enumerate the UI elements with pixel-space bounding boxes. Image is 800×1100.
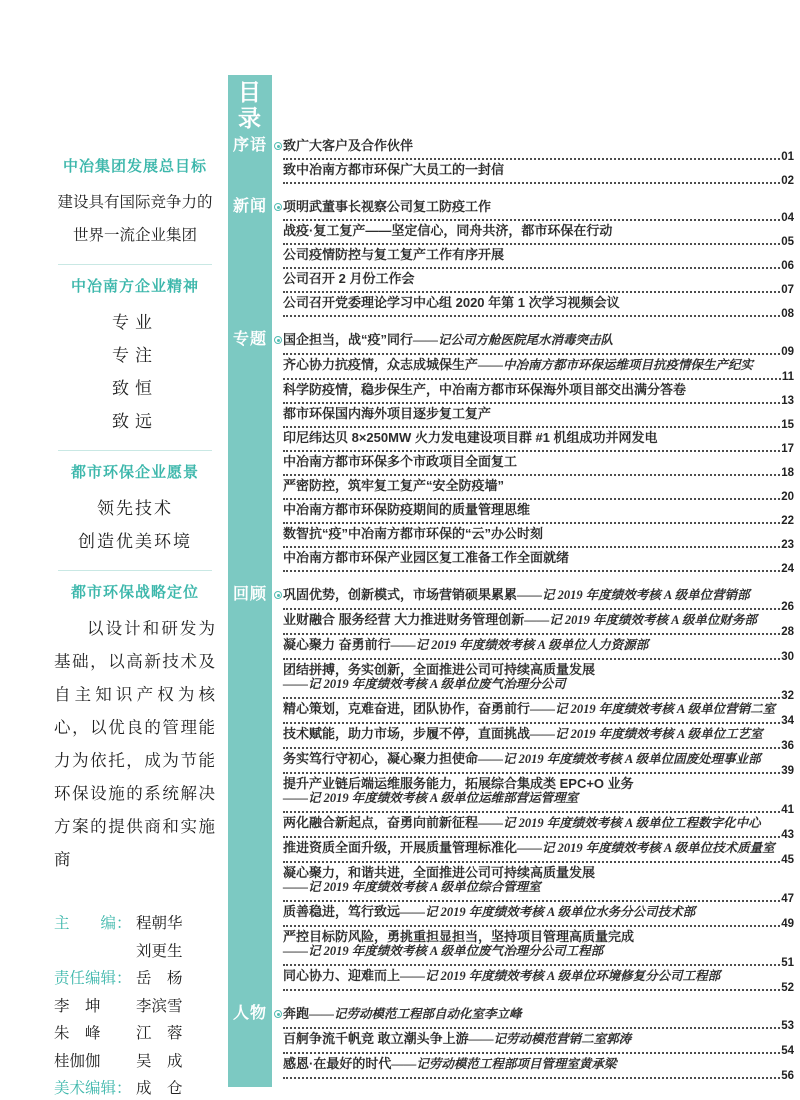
- toc-entry: [283, 968, 794, 993]
- toc-entry-title-text: 严控目标防风险，勇挑重担显担当，坚持项目管理高质量完成: [283, 929, 635, 944]
- page-number: 02: [781, 175, 794, 187]
- page-number: 23: [781, 539, 794, 551]
- toc-entry: [283, 1006, 794, 1031]
- toc-entry-title-text: 提升产业链后端运维服务能力，拓展综合集成类 EPC+O 业务: [283, 776, 634, 791]
- toc-entry-title-text: 战疫·复工复产——坚定信心，同舟共济，都市环保在行动: [283, 223, 613, 238]
- toc-entry-title-text: 两化融合新起点，奋勇向前新征程: [283, 815, 479, 830]
- toc-entry: [283, 332, 794, 357]
- toc-entry-title: [283, 840, 794, 856]
- page-number: 30: [781, 651, 794, 663]
- toc-entry-title-text: 凝心聚力，和谐共进，全面推进公司可持续高质量发展: [283, 865, 596, 880]
- section-label: 新闻: [232, 198, 267, 215]
- toc-entry-title: [283, 382, 794, 397]
- toc-entry-title-text: 务实笃行守初心，凝心聚力担使命: [283, 751, 479, 766]
- page-number: 26: [781, 601, 794, 613]
- page-number: 01: [781, 151, 794, 163]
- page-number: 49: [781, 918, 794, 930]
- page-number: 36: [781, 740, 794, 752]
- leader-row: [283, 742, 794, 751]
- toc-entry-subtitle: ——记 2019 年度绩效考核 A 级单位运维部营运管理室: [283, 791, 579, 805]
- toc-entry: [283, 1031, 794, 1056]
- leader-row: [283, 1022, 794, 1031]
- section-bullet-icon: [274, 336, 282, 344]
- toc-entry-subtitle: ——记劳动模范营销二室郭涛: [468, 1032, 632, 1046]
- staff-name: 刘更生: [136, 942, 183, 960]
- dotted-leader: [283, 474, 780, 476]
- toc-entry-title: [283, 138, 794, 153]
- leader-row: [283, 767, 794, 776]
- toc-entry-title-text: 都市环保国内海外项目逐步复工复产: [283, 406, 492, 421]
- sidebar-group-heading: 中冶集团发展总目标: [62, 158, 207, 175]
- toc-section-features: [228, 332, 794, 574]
- toc-entry-title-text: 巩固优势，创新模式，市场营销硕果累累: [283, 587, 518, 602]
- page-number: 34: [781, 715, 794, 727]
- sidebar-group-1: [54, 277, 216, 438]
- toc-sections: [228, 138, 794, 1081]
- sidebar-group-3: [54, 583, 216, 876]
- leader-row: [283, 984, 794, 993]
- toc-entry-title: [283, 271, 794, 286]
- staff-row: [54, 1048, 216, 1076]
- toc-entry: [283, 612, 794, 637]
- sidebar-group-heading: 中冶南方企业精神: [70, 278, 199, 295]
- toc-entry-subtitle: ——记 2019 年度绩效考核 A 级单位技术质量室: [517, 841, 775, 855]
- staff-row: [54, 1075, 216, 1100]
- page-number: 05: [781, 236, 794, 248]
- section-bullet-icon: [274, 142, 282, 150]
- toc-entry-subtitle: ——记劳动模范工程部项目管理室黄承梁: [391, 1057, 617, 1071]
- toc-section-people: [228, 1006, 794, 1081]
- toc-entry-subtitle: ——记 2019 年度绩效考核 A 级单位营销二室: [530, 702, 776, 716]
- leader-row: [283, 373, 794, 382]
- dotted-leader: [283, 267, 780, 269]
- dotted-leader: [283, 158, 780, 160]
- toc-entry-title-text: 中冶南方都市环保产业园区复工准备工作全面就绪: [283, 550, 570, 565]
- section-label: 专题: [232, 331, 267, 348]
- toc-entry: [283, 502, 794, 526]
- toc-entry-subtitle: ——记 2019 年度绩效考核 A 级单位废气治理分公司: [283, 677, 566, 691]
- dotted-leader: [283, 243, 780, 245]
- dotted-leader: [283, 747, 780, 749]
- toc-entry-subtitle: ——记劳动模范工程部自动化室李立峰: [309, 1007, 522, 1021]
- toc-entry-title-text: 凝心聚力 奋勇前行: [283, 637, 391, 652]
- toc-entry-title: [283, 526, 794, 541]
- toc-entry: [283, 454, 794, 478]
- section-entries: [283, 138, 794, 186]
- toc-entry: [283, 526, 794, 550]
- toc-entry-title-text: 公司召开 2 月份工作会: [283, 271, 415, 286]
- section-label-column: [228, 587, 283, 993]
- toc-entry: [283, 247, 794, 271]
- toc-entry-title: [283, 612, 794, 628]
- page-number: 28: [781, 626, 794, 638]
- strategy-paragraph: 以设计和研发为基础，以高新技术及自主知识产权为核心，以优良的管理能力为依托，成为节能环保设施的系统解决方案的提供商和实施商: [54, 619, 216, 869]
- leader-row: [283, 517, 794, 526]
- toc-entry-title-text: 公司疫情防控与复工复产工作有序开展: [283, 247, 505, 262]
- toc-entry-title: [283, 1056, 794, 1072]
- sidebar-group-heading: 都市环保战略定位: [70, 584, 199, 601]
- leader-row: [283, 310, 794, 319]
- toc-entry-title-text: 致广大客户及合作伙伴: [283, 138, 414, 153]
- dotted-leader: [283, 772, 780, 774]
- section-label-column: [228, 1006, 283, 1081]
- leader-row: [283, 959, 794, 968]
- sidebar-line: 致远: [112, 412, 158, 431]
- dotted-leader: [283, 697, 780, 699]
- toc-entry: [283, 929, 794, 968]
- page-number: 15: [781, 419, 794, 431]
- section-label: 回顾: [232, 586, 267, 603]
- toc-entry-title: [283, 247, 794, 262]
- toc-entry: [283, 1056, 794, 1081]
- page-number: 39: [781, 765, 794, 777]
- sidebar-group-heading: 都市环保企业愿景: [70, 464, 199, 481]
- toc-entry: [283, 357, 794, 382]
- leader-row: [283, 153, 794, 162]
- staff-label: 朱 峰: [54, 1025, 101, 1042]
- page-number: 54: [781, 1045, 794, 1057]
- leader-row: [283, 493, 794, 502]
- toc-entry-title-text: 科学防疫情，稳步保生产，中冶南方都市环保海外项目部交出满分答卷: [283, 382, 687, 397]
- toc-entry-title: [283, 162, 794, 177]
- staff-label: 桂伽伽: [54, 1052, 101, 1070]
- staff-label: [54, 938, 136, 966]
- page-number: 32: [781, 690, 794, 702]
- dotted-leader: [283, 925, 780, 927]
- dotted-leader: [283, 315, 780, 317]
- toc-entry: [283, 701, 794, 726]
- section-label: 人物: [232, 1005, 267, 1022]
- section-entries: [283, 587, 794, 993]
- toc-entry: [283, 904, 794, 929]
- sidebar-line: 致恒: [112, 379, 158, 398]
- toc-entry-subtitle: ——记 2019 年度绩效考核 A 级单位工程数字化中心: [478, 816, 761, 830]
- toc-entry: [283, 550, 794, 574]
- toc-entry-title: [283, 550, 794, 565]
- page-number: 04: [781, 212, 794, 224]
- toc-entry-title: [283, 357, 794, 373]
- toc-entry-subtitle: ——记 2019 年度绩效考核 A 级单位固废处理事业部: [478, 752, 761, 766]
- toc-entry-title: [283, 454, 794, 469]
- dotted-leader: [283, 1077, 780, 1079]
- toc-entry-title: [283, 929, 794, 959]
- dotted-leader: [283, 658, 780, 660]
- toc-entry-title-text: 严密防控，筑牢复工复产“安全防疫墙”: [283, 478, 505, 493]
- sidebar-line: 世界一流企业集团: [72, 227, 197, 244]
- toc-entry-title: [283, 701, 794, 717]
- staff-name: 成 仓: [136, 1080, 183, 1097]
- dotted-leader: [283, 964, 780, 966]
- dotted-leader: [283, 450, 780, 452]
- toc-entry-subtitle: ——记 2019 年度绩效考核 A 级单位废气治理分公司工程部: [283, 944, 604, 958]
- toc-title: 目录: [238, 79, 262, 131]
- page-number: 47: [781, 893, 794, 905]
- toc-entry: [283, 271, 794, 295]
- toc-entry: [283, 162, 794, 186]
- leader-row: [283, 565, 794, 574]
- toc-entry-title: [283, 223, 794, 238]
- section-entries: [283, 332, 794, 574]
- toc-entry-subtitle: ——记 2019 年度绩效考核 A 级单位人力资源部: [390, 638, 649, 652]
- staff-label: 主 编：: [54, 915, 132, 932]
- leader-row: [283, 831, 794, 840]
- toc-entry-title-text: 中冶南方都市环保多个市政项目全面复工: [283, 454, 518, 469]
- leader-row: [283, 238, 794, 247]
- dotted-leader: [283, 811, 780, 813]
- toc-entry-title: [283, 968, 794, 984]
- staff-label: 美术编辑：: [54, 1080, 132, 1097]
- leader-row: [283, 895, 794, 904]
- section-label: 序语: [232, 137, 267, 154]
- page-number: 20: [781, 491, 794, 503]
- section-label-column: [228, 332, 283, 574]
- toc-entry: [283, 751, 794, 776]
- section-label-column: [228, 138, 283, 186]
- toc-entry-subtitle: ——记 2019 年度绩效考核 A 级单位营销部: [517, 588, 750, 602]
- dotted-leader: [283, 836, 780, 838]
- toc-entry: [283, 865, 794, 904]
- staff-label: 责任编辑：: [54, 970, 132, 987]
- page-number: 43: [781, 829, 794, 841]
- toc-entry: [283, 430, 794, 454]
- toc-entry-title: [283, 502, 794, 517]
- toc-entry-title-text: 精心策划，克难奋进，团队协作，奋勇前行: [283, 701, 531, 716]
- sidebar-group-2: [54, 463, 216, 558]
- page-number: 13: [781, 395, 794, 407]
- toc-entry-title-text: 奔跑: [283, 1006, 310, 1021]
- dotted-leader: [283, 1027, 780, 1029]
- toc-entry-title: [283, 776, 794, 806]
- page-number: 17: [781, 443, 794, 455]
- toc-entry: [283, 478, 794, 502]
- leader-row: [283, 856, 794, 865]
- toc-entry-subtitle: ——记 2019 年度绩效考核 A 级单位环境修复分公司工程部: [400, 969, 721, 983]
- toc: [228, 75, 794, 1087]
- leader-row: [283, 421, 794, 430]
- dotted-leader: [283, 402, 780, 404]
- leader-row: [283, 177, 794, 186]
- sidebar-groups: [54, 157, 216, 876]
- section-entries: [283, 199, 794, 319]
- toc-entry-title-text: 中冶南方都市环保防疫期间的质量管理思维: [283, 502, 531, 517]
- toc-entry-title: [283, 865, 794, 895]
- toc-entry-title-text: 国企担当，战“疫”同行: [283, 332, 414, 347]
- dotted-leader: [283, 900, 780, 902]
- toc-entry-title-text: 齐心协力抗疫情，众志成城保生产: [283, 357, 479, 372]
- toc-entry-title: [283, 1031, 794, 1047]
- leader-row: [283, 603, 794, 612]
- toc-entry: [283, 815, 794, 840]
- page-number: 51: [781, 957, 794, 969]
- leader-row: [283, 920, 794, 929]
- page-number: 07: [781, 284, 794, 296]
- toc-entry: [283, 840, 794, 865]
- toc-entry-title-text: 推进资质全面升级，开展质量管理标准化: [283, 840, 518, 855]
- sidebar: [54, 157, 216, 1100]
- toc-entry-title: [283, 478, 794, 493]
- toc-entry: [283, 138, 794, 162]
- dotted-leader: [283, 291, 780, 293]
- staff-name: 岳 杨: [136, 970, 183, 987]
- toc-entry-subtitle: ——记 2019 年度绩效考核 A 级单位水务分公司技术部: [400, 905, 696, 919]
- toc-entry: [283, 295, 794, 319]
- toc-entry-subtitle: ——记 2019 年度绩效考核 A 级单位综合管理室: [283, 880, 541, 894]
- toc-entry-title: [283, 751, 794, 767]
- toc-entry-title-text: 技术赋能，助力市场，步履不停，直面挑战: [283, 726, 531, 741]
- page-number: 45: [781, 854, 794, 866]
- staff-label: 李 坤: [54, 997, 101, 1015]
- dotted-leader: [283, 546, 780, 548]
- toc-entry: [283, 199, 794, 223]
- leader-row: [283, 348, 794, 357]
- leader-row: [283, 262, 794, 271]
- toc-entry-title: [283, 637, 794, 653]
- sidebar-line: 创造优美环境: [78, 532, 192, 551]
- section-label-column: [228, 199, 283, 319]
- staff-name: 李滨雪: [136, 997, 183, 1015]
- staff-row: [54, 938, 216, 966]
- toc-entry-title: [283, 199, 794, 214]
- dotted-leader: [283, 989, 780, 991]
- toc-section-preface: [228, 138, 794, 186]
- toc-entry-title: [283, 587, 794, 603]
- section-bullet-icon: [274, 203, 282, 211]
- staff-name: 江 蓉: [136, 1025, 183, 1042]
- sidebar-line: 建设具有国际竞争力的: [57, 194, 213, 211]
- dotted-leader: [283, 353, 780, 355]
- staff-row: [54, 965, 216, 993]
- sidebar-divider: [58, 570, 212, 571]
- page-number: 52: [781, 982, 794, 994]
- dotted-leader: [283, 633, 780, 635]
- toc-entry-subtitle: ——记 2019 年度绩效考核 A 级单位财务部: [524, 613, 757, 627]
- dotted-leader: [283, 182, 780, 184]
- toc-entry-title: [283, 815, 794, 831]
- sidebar-divider: [58, 450, 212, 451]
- leader-row: [283, 692, 794, 701]
- dotted-leader: [283, 498, 780, 500]
- toc-entry-title: [283, 430, 794, 445]
- page-number: 56: [781, 1070, 794, 1082]
- toc-entry-title: [283, 295, 794, 310]
- dotted-leader: [283, 378, 781, 380]
- staff-row: [54, 993, 216, 1021]
- leader-row: [283, 806, 794, 815]
- dotted-leader: [283, 722, 780, 724]
- toc-entry-title-text: 业财融合 服务经营 大力推进财务管理创新: [283, 612, 525, 627]
- toc-section-review: [228, 587, 794, 993]
- dotted-leader: [283, 522, 780, 524]
- toc-entry: [283, 406, 794, 430]
- staff-row: [54, 1020, 216, 1048]
- staff-name: 吴 成: [136, 1052, 183, 1070]
- page-number: 53: [781, 1020, 794, 1032]
- staff-row: [54, 910, 216, 938]
- sidebar-line: 领先技术: [97, 499, 173, 518]
- toc-entry-subtitle: ——中冶南方都市环保运维项目抗疫情保生产纪实: [478, 358, 754, 372]
- toc-entry-title: [283, 904, 794, 920]
- toc-entry-title: [283, 1006, 794, 1022]
- toc-entry: [283, 637, 794, 662]
- toc-entry-title-text: 百舸争流千帆竞 敢立潮头争上游: [283, 1031, 469, 1046]
- dotted-leader: [283, 219, 780, 221]
- page-number: 41: [781, 804, 794, 816]
- staff-block: [54, 910, 216, 1100]
- toc-entry-title: [283, 726, 794, 742]
- toc-entry: [283, 776, 794, 815]
- page-number: 06: [781, 260, 794, 272]
- dotted-leader: [283, 570, 780, 572]
- toc-entry-subtitle: ——记公司方舱医院尾水消毒突击队: [413, 333, 614, 347]
- section-bullet-icon: [274, 1010, 282, 1018]
- toc-section-news: [228, 199, 794, 319]
- sidebar-group-0: [54, 157, 216, 252]
- toc-entry-title: [283, 662, 794, 692]
- section-bullet-icon: [274, 591, 282, 599]
- sidebar-line: 专业: [112, 313, 158, 332]
- section-entries: [283, 1006, 794, 1081]
- leader-row: [283, 1047, 794, 1056]
- toc-entry-subtitle: ——记 2019 年度绩效考核 A 级单位工艺室: [530, 727, 763, 741]
- leader-row: [283, 1072, 794, 1081]
- toc-entry: [283, 726, 794, 751]
- toc-entry: [283, 223, 794, 247]
- sidebar-line: 专注: [112, 346, 158, 365]
- dotted-leader: [283, 1052, 780, 1054]
- toc-entry-title-text: 项明武董事长视察公司复工防疫工作: [283, 199, 492, 214]
- leader-row: [283, 469, 794, 478]
- sidebar-divider: [58, 264, 212, 265]
- leader-row: [283, 397, 794, 406]
- toc-entry: [283, 662, 794, 701]
- toc-entry-title-text: 数智抗“疫”中冶南方都市环保的“云”办公时刻: [283, 526, 544, 541]
- toc-entry-title-text: 团结拼搏，务实创新，全面推进公司可持续高质量发展: [283, 662, 596, 677]
- leader-row: [283, 541, 794, 550]
- toc-entry-title-text: 印尼纬达贝 8×250MW 火力发电建设项目群 #1 机组成功并网发电: [283, 430, 658, 445]
- toc-entry-title-text: 质善稳进，笃行致远: [283, 904, 401, 919]
- staff-name: 程朝华: [136, 915, 183, 932]
- toc-entry-title: [283, 406, 794, 421]
- dotted-leader: [283, 608, 780, 610]
- page-number: 11: [781, 371, 794, 383]
- page-number: 08: [781, 308, 794, 320]
- leader-row: [283, 214, 794, 223]
- page-number: 18: [781, 467, 794, 479]
- toc-entry: [283, 382, 794, 406]
- leader-row: [283, 717, 794, 726]
- page-number: 22: [781, 515, 794, 527]
- leader-row: [283, 445, 794, 454]
- toc-entry-title-text: 公司召开党委理论学习中心组 2020 年第 1 次学习视频会议: [283, 295, 620, 310]
- toc-entry-title-text: 同心协力、迎难而上: [283, 968, 401, 983]
- toc-entry-title-text: 感恩·在最好的时代: [283, 1056, 392, 1071]
- dotted-leader: [283, 861, 780, 863]
- page-number: 24: [781, 563, 794, 575]
- toc-entry: [283, 587, 794, 612]
- leader-row: [283, 628, 794, 637]
- dotted-leader: [283, 426, 780, 428]
- toc-entry-title-text: 致中冶南方都市环保广大员工的一封信: [283, 162, 505, 177]
- leader-row: [283, 286, 794, 295]
- page-number: 09: [781, 346, 794, 358]
- toc-entry-title: [283, 332, 794, 348]
- leader-row: [283, 653, 794, 662]
